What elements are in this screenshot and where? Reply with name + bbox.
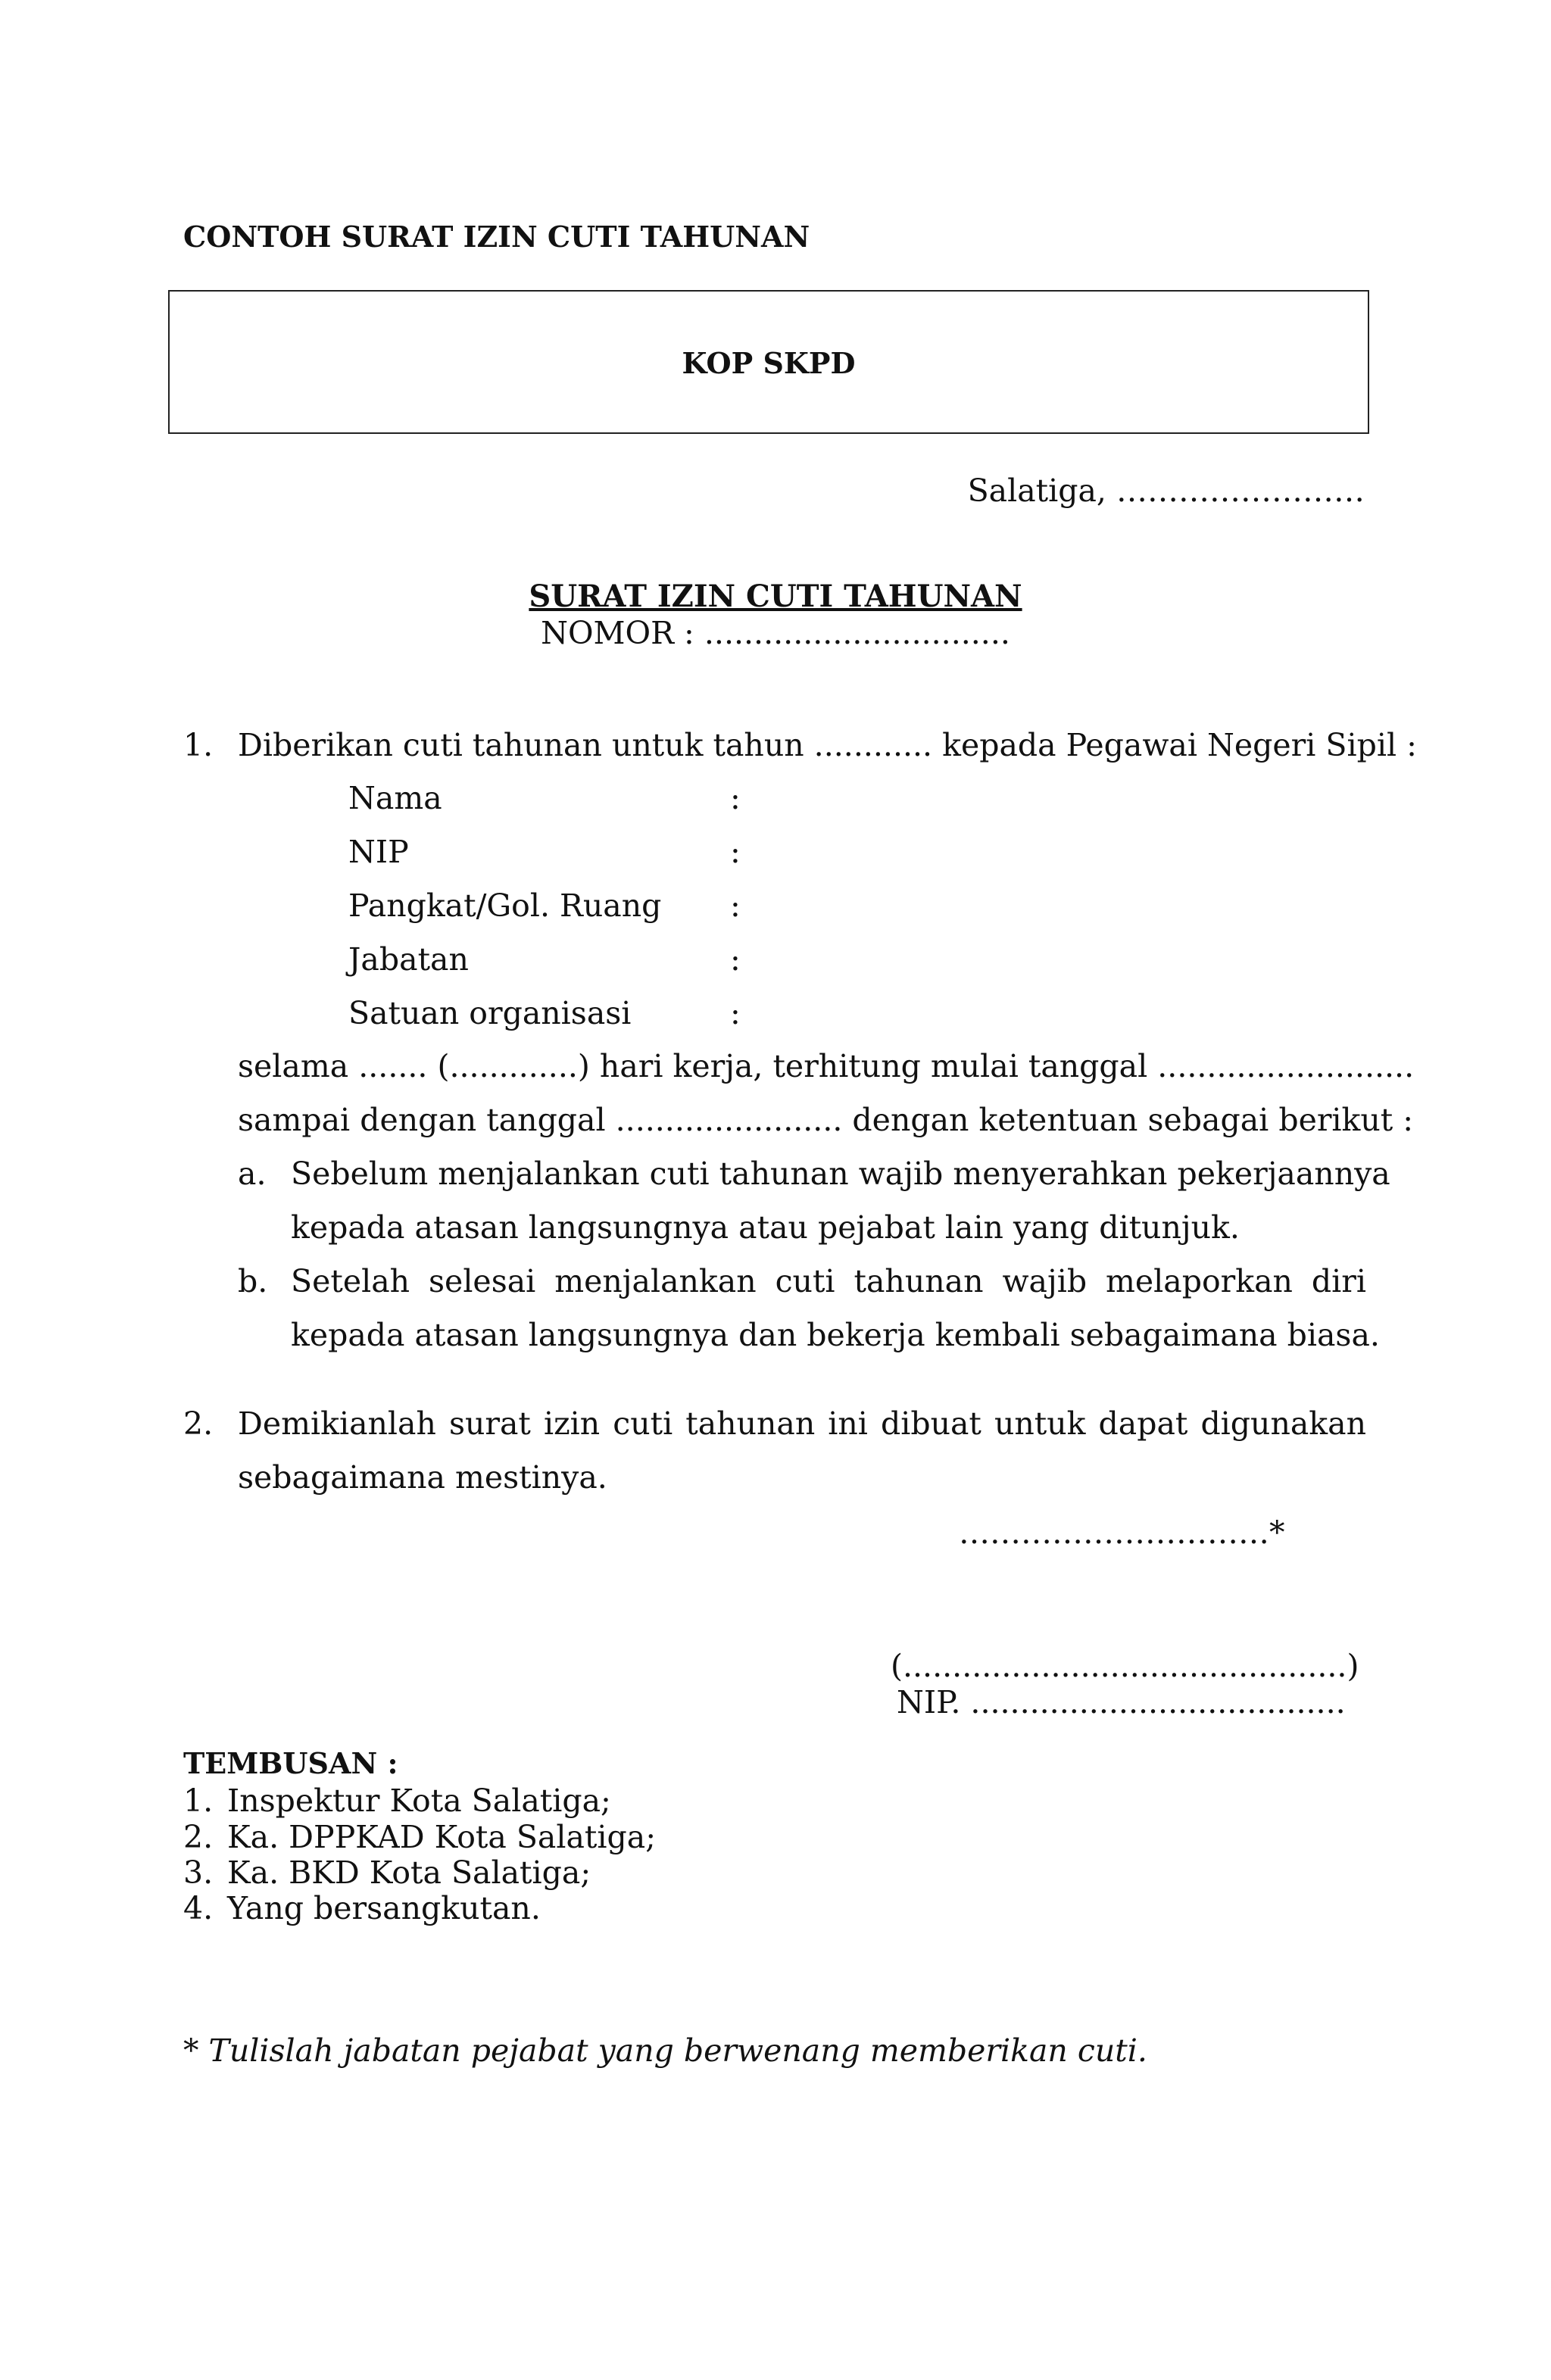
signatory-nip: NIP. ...................................... — [897, 1684, 1346, 1720]
tembusan-number: 4. — [183, 1890, 214, 1926]
item2-line-1: Demikianlah surat izin cuti tahunan ini dibuat untuk dapat digunakan — [238, 1405, 1366, 1442]
tembusan-item: Ka. DPPKAD Kota Salatiga; — [227, 1819, 657, 1855]
duration-line-1: selama ....... (.............) hari kerja, terhitung mulai tanggal .......................... — [238, 1048, 1415, 1084]
tembusan-item: Inspektur Kota Salatiga; — [227, 1783, 611, 1819]
field-label-satuan: Satuan organisasi — [348, 995, 632, 1031]
tembusan-title: TEMBUSAN : — [183, 1746, 398, 1780]
field-colon: : — [730, 780, 741, 816]
field-label-nama: Nama — [348, 780, 442, 816]
tembusan-item: Yang bersangkutan. — [227, 1890, 541, 1926]
item1-intro: Diberikan cuti tahunan untuk tahun ............ kepada Pegawai Negeri Sipil : — [238, 727, 1417, 763]
field-colon: : — [730, 995, 741, 1031]
subitem-b-line-1: Setelah selesai menjalankan cuti tahunan wajib melaporkan diri — [291, 1263, 1366, 1299]
signatory-name: (.............................................) — [891, 1648, 1359, 1684]
signatory-position: …………………………* — [959, 1514, 1285, 1551]
tembusan-item: Ka. BKD Kota Salatiga; — [227, 1854, 591, 1891]
field-colon: : — [730, 834, 741, 870]
duration-line-2: sampai dengan tanggal ....................... dengan ketentuan sebagai berikut : — [238, 1102, 1414, 1138]
letter-title: SURAT IZIN CUTI TAHUNAN — [529, 579, 1022, 614]
subitem-a-line-2: kepada atasan langsungnya atau pejabat lain yang ditunjuk. — [291, 1209, 1240, 1246]
field-label-pangkat: Pangkat/Gol. Ruang — [348, 887, 662, 924]
item-number: 2. — [183, 1405, 214, 1442]
field-label-nip: NIP — [348, 834, 409, 870]
letterhead-text: KOP SKPD — [682, 346, 856, 380]
item2-line-2: sebagaimana mestinya. — [238, 1459, 607, 1496]
field-label-jabatan: Jabatan — [348, 941, 469, 978]
tembusan-number: 3. — [183, 1854, 214, 1891]
subitem-letter: b. — [238, 1263, 268, 1299]
field-colon: : — [730, 941, 741, 978]
tembusan-number: 1. — [183, 1783, 214, 1819]
document-heading: CONTOH SURAT IZIN CUTI TAHUNAN — [183, 220, 810, 254]
item-number: 1. — [183, 727, 214, 763]
subitem-letter: a. — [238, 1156, 267, 1192]
letter-number: NOMOR : ............................... — [541, 615, 1010, 651]
letterhead-box — [168, 290, 1369, 434]
field-colon: : — [730, 887, 741, 924]
subitem-b-line-2: kepada atasan langsungnya dan bekerja kembali sebagaimana biasa. — [291, 1317, 1380, 1353]
footnote: * Tulislah jabatan pejabat yang berwenang memberikan cuti. — [183, 2032, 1147, 2069]
place-date: Salatiga, …………………… — [967, 473, 1365, 509]
subitem-a-line-1: Sebelum menjalankan cuti tahunan wajib menyerahkan pekerjaannya — [291, 1156, 1390, 1192]
tembusan-number: 2. — [183, 1819, 214, 1855]
